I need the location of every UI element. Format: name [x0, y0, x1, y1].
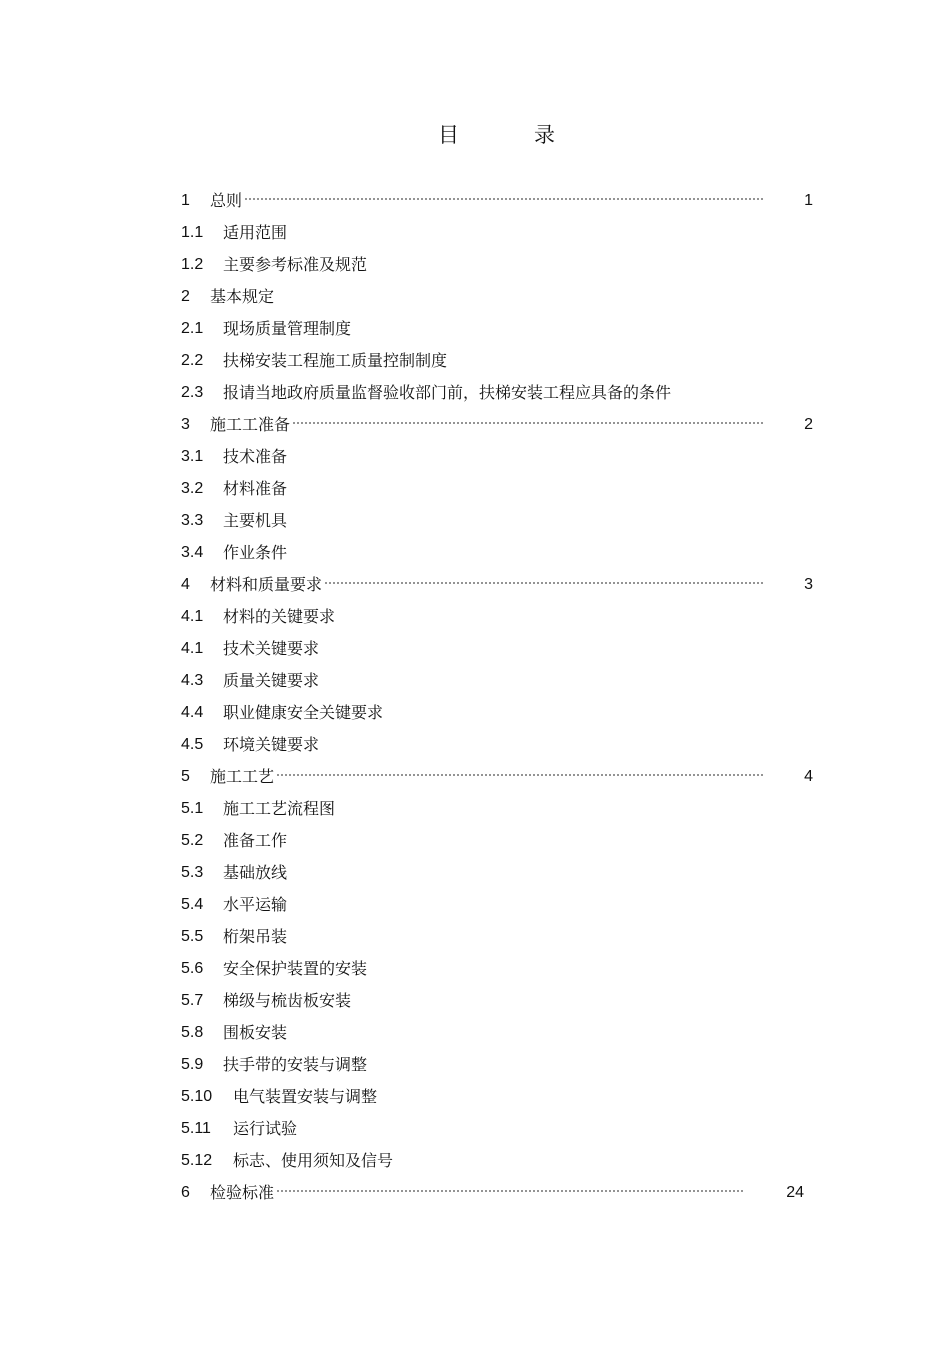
- toc-entry-label: 围板安装: [223, 1023, 288, 1042]
- toc-entry-label: 环境关键要求: [223, 735, 320, 754]
- toc-entry-number: 6: [181, 1184, 190, 1201]
- toc-section-row[interactable]: [0, 697, 950, 729]
- toc-leader-dots: [324, 581, 764, 587]
- toc-section-row[interactable]: [0, 953, 950, 985]
- toc-entry-number: 5.3: [181, 864, 204, 881]
- toc-entry-number: 5.7: [181, 992, 204, 1009]
- toc-entry-number: 3.1: [181, 448, 204, 465]
- toc-section-row[interactable]: [0, 377, 950, 409]
- toc-entry-label: 现场质量管理制度: [223, 319, 352, 338]
- toc-entry-label: 水平运输: [223, 895, 288, 914]
- toc-entry-number: 2: [181, 288, 190, 305]
- toc-chapter-row[interactable]: [0, 185, 950, 217]
- toc-entry-label: 职业健康安全关键要求: [223, 703, 384, 722]
- toc-leader-dots: [244, 197, 764, 203]
- toc-section-row[interactable]: [0, 985, 950, 1017]
- toc-entry-label: 运行试验: [233, 1119, 298, 1138]
- toc-entry-number: 5.4: [181, 896, 204, 913]
- toc-entry-number: 1: [181, 192, 190, 209]
- toc-section-row[interactable]: [0, 473, 950, 505]
- toc-section-row[interactable]: [0, 1145, 950, 1177]
- toc-entry-label: 电气装置安装与调整: [233, 1087, 378, 1106]
- toc-entry-label: 材料准备: [223, 479, 288, 498]
- toc-section-row[interactable]: [0, 857, 950, 889]
- toc-entry-number: 4.1: [181, 608, 204, 625]
- toc-entry-label: 扶梯安装工程施工质量控制制度: [223, 351, 448, 370]
- toc-section-row[interactable]: [0, 1113, 950, 1145]
- toc-section-row[interactable]: [0, 505, 950, 537]
- toc-entry-number: 5.8: [181, 1024, 204, 1041]
- toc-section-row[interactable]: [0, 921, 950, 953]
- toc-entry-label: 材料和质量要求: [210, 575, 323, 594]
- toc-entry-number: 2.3: [181, 384, 204, 401]
- toc-entry-label: 主要参考标准及规范: [223, 255, 368, 274]
- toc-section-row[interactable]: [0, 1049, 950, 1081]
- toc-entry-number: 4.1: [181, 640, 204, 657]
- toc-entry-label: 准备工作: [223, 831, 288, 850]
- toc-section-row[interactable]: [0, 441, 950, 473]
- toc-entry-number: 3: [181, 416, 190, 433]
- toc-leader-dots: [276, 1189, 745, 1195]
- toc-section-row[interactable]: [0, 601, 950, 633]
- toc-entry-label: 材料的关键要求: [223, 607, 336, 626]
- toc-entry-number: 5.5: [181, 928, 204, 945]
- toc-leader-dots: [276, 773, 764, 779]
- toc-entry-number: 4: [181, 576, 190, 593]
- toc-section-row[interactable]: [0, 1017, 950, 1049]
- toc-entry-number: 1.1: [181, 224, 204, 241]
- toc-entry-label: 施工工准备: [210, 415, 291, 434]
- toc-entry-number: 5.2: [181, 832, 204, 849]
- toc-entry-label: 作业条件: [223, 543, 288, 562]
- title-char-left: 目: [438, 123, 459, 147]
- toc-page-number: 1: [804, 192, 813, 209]
- toc-section-row[interactable]: [0, 729, 950, 761]
- toc-section-row[interactable]: [0, 1081, 950, 1113]
- toc-entry-number: 3.3: [181, 512, 204, 529]
- toc-entry-label: 基本规定: [210, 287, 275, 306]
- toc-page-number: 4: [804, 768, 813, 785]
- toc-entry-label: 施工工艺流程图: [223, 799, 336, 818]
- toc-section-row[interactable]: [0, 249, 950, 281]
- toc-section-row[interactable]: [0, 281, 950, 313]
- toc-entry-number: 2.2: [181, 352, 204, 369]
- toc-page-number: 3: [804, 576, 813, 593]
- toc-entry-number: 5.1: [181, 800, 204, 817]
- toc-entry-label: 标志、使用须知及信号: [233, 1151, 394, 1170]
- toc-entry-number: 5.12: [181, 1152, 213, 1169]
- toc-entry-label: 施工工艺: [210, 767, 275, 786]
- toc-entry-number: 5.10: [181, 1088, 213, 1105]
- toc-entry-number: 4.3: [181, 672, 204, 689]
- toc-page-number: 24: [786, 1184, 804, 1201]
- toc-chapter-row[interactable]: [0, 1177, 950, 1209]
- toc-entry-label: 质量关键要求: [223, 671, 320, 690]
- toc-entry-number: 1.2: [181, 256, 204, 273]
- toc-entry-number: 5: [181, 768, 190, 785]
- toc-entry-label: 主要机具: [223, 511, 288, 530]
- toc-entry-label: 技术准备: [223, 447, 288, 466]
- toc-entry-number: 2.1: [181, 320, 204, 337]
- toc-entry-number: 4.4: [181, 704, 204, 721]
- toc-entry-label: 检验标准: [210, 1183, 275, 1202]
- toc-section-row[interactable]: [0, 313, 950, 345]
- toc-entry-number: 5.6: [181, 960, 204, 977]
- toc-section-row[interactable]: [0, 665, 950, 697]
- toc-entry-label: 总则: [210, 191, 243, 210]
- toc-section-row[interactable]: [0, 537, 950, 569]
- toc-chapter-row[interactable]: [0, 569, 950, 601]
- toc-section-row[interactable]: [0, 633, 950, 665]
- title-char-right: 录: [534, 123, 555, 147]
- toc-entry-label: 桁架吊装: [223, 927, 288, 946]
- toc-chapter-row[interactable]: [0, 409, 950, 441]
- toc-section-row[interactable]: [0, 217, 950, 249]
- toc-entry-number: 5.9: [181, 1056, 204, 1073]
- toc-entry-label: 基础放线: [223, 863, 288, 882]
- toc-section-row[interactable]: [0, 825, 950, 857]
- toc-entry-number: 3.4: [181, 544, 204, 561]
- toc-section-row[interactable]: [0, 889, 950, 921]
- page-title: [0, 118, 950, 152]
- toc-entry-label: 技术关键要求: [223, 639, 320, 658]
- toc-entry-label: 扶手带的安装与调整: [223, 1055, 368, 1074]
- toc-entry-label: 适用范围: [223, 223, 288, 242]
- toc-leader-dots: [292, 421, 764, 427]
- toc-section-row[interactable]: [0, 793, 950, 825]
- toc-entry-number: 5.11: [181, 1120, 211, 1137]
- toc-entry-label: 报请当地政府质量监督验收部门前，扶梯安装工程应具备的条件: [223, 383, 672, 402]
- toc-section-row[interactable]: [0, 345, 950, 377]
- toc-entry-label: 安全保护装置的安装: [223, 959, 368, 978]
- toc-entry-number: 4.5: [181, 736, 204, 753]
- toc-page-number: 2: [804, 416, 813, 433]
- toc-chapter-row[interactable]: [0, 761, 950, 793]
- toc-entry-number: 3.2: [181, 480, 204, 497]
- toc-entry-label: 梯级与梳齿板安装: [223, 991, 352, 1010]
